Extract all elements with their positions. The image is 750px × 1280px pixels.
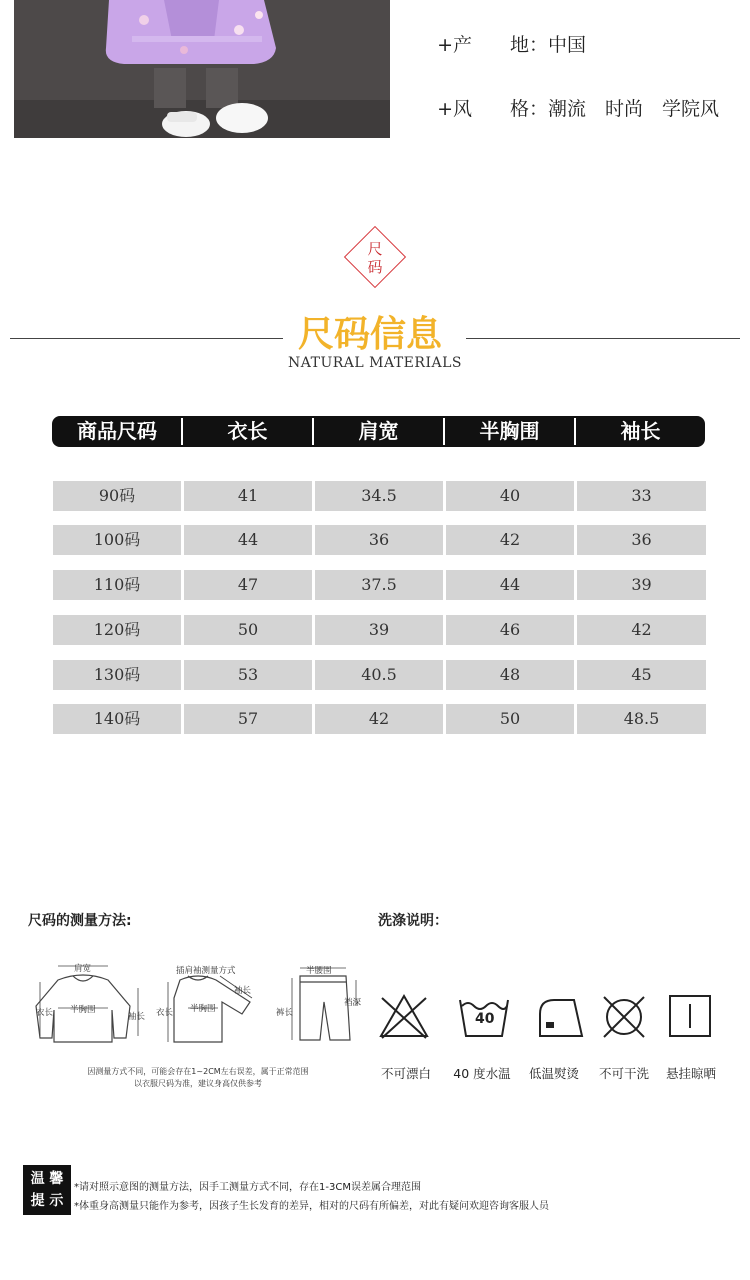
label-raglan: 插肩袖测量方式 xyxy=(176,966,236,976)
header-length: 衣长 xyxy=(227,419,268,443)
cell-size: 130码 xyxy=(53,660,181,690)
cell-sleeve: 36 xyxy=(577,525,706,555)
wash-title: 洗涤说明： xyxy=(378,913,448,929)
cell-length: 57 xyxy=(184,704,312,734)
label-chest: 半胸围 xyxy=(70,1005,96,1015)
cell-shoulder: 42 xyxy=(315,704,443,734)
cell-chest: 40 xyxy=(446,481,574,511)
size-badge-bottom: 码 xyxy=(367,258,383,276)
attribute-origin xyxy=(425,8,586,57)
header-size: 商品尺码 xyxy=(77,419,157,443)
cell-sleeve: 33 xyxy=(577,481,706,511)
cell-length: 44 xyxy=(184,525,312,555)
cell-chest: 46 xyxy=(446,615,574,645)
cell-chest: 42 xyxy=(446,525,574,555)
cell-sleeve: 45 xyxy=(577,660,706,690)
tip-line-2: *体重身高测量只能作为参考，因孩子生长发育的差异，相对的尺码有所偏差，对此有疑问欢迎咨询客服人员 xyxy=(74,1201,549,1212)
divider-left xyxy=(10,338,283,339)
wash-label-hang-dry: 悬挂晾晒 xyxy=(665,1066,716,1081)
cell-sleeve: 39 xyxy=(577,570,706,600)
wash-icons xyxy=(378,992,718,1042)
attribute-style-label: +风 格： xyxy=(437,98,549,120)
cell-chest: 48 xyxy=(446,660,574,690)
cell-shoulder: 34.5 xyxy=(315,481,443,511)
tips-badge-line1: 温 馨 xyxy=(30,1171,64,1187)
measure-diagram xyxy=(28,958,368,1058)
cell-size: 110码 xyxy=(53,570,181,600)
product-photo xyxy=(14,0,390,138)
measure-note-2: 以衣服尺码为准，建议身高仅供参考 xyxy=(134,1079,262,1088)
size-table-header xyxy=(52,416,705,447)
cell-size: 140码 xyxy=(53,704,181,734)
cell-length: 47 xyxy=(184,570,312,600)
label-pants-length: 裤长 xyxy=(276,1008,294,1018)
cell-size: 90码 xyxy=(53,481,181,511)
cell-size: 100码 xyxy=(53,525,181,555)
divider-right xyxy=(466,338,740,339)
attribute-style xyxy=(425,72,719,121)
label-waist: 半腰围 xyxy=(306,966,332,976)
tips-badge xyxy=(23,1165,71,1215)
attribute-origin-value: 中国 xyxy=(548,34,587,56)
wash-label-no-bleach: 不可漂白 xyxy=(380,1066,431,1081)
cell-shoulder: 37.5 xyxy=(315,570,443,600)
label-sleeve-raglan: 袖长 xyxy=(234,986,252,996)
wash-label-low-iron: 低温熨烫 xyxy=(528,1066,579,1081)
measure-title: 尺码的测量方法: xyxy=(28,913,132,929)
cell-chest: 50 xyxy=(446,704,574,734)
size-badge-top: 尺 xyxy=(367,240,383,258)
label-length: 衣长 xyxy=(36,1008,54,1018)
cell-sleeve: 48.5 xyxy=(577,704,706,734)
label-crotch: 裆深 xyxy=(344,998,362,1008)
section-subtitle: NATURAL MATERIALS xyxy=(288,355,462,371)
cell-chest: 44 xyxy=(446,570,574,600)
cell-shoulder: 36 xyxy=(315,525,443,555)
section-title: 尺码信息 xyxy=(297,314,442,355)
wash-label-water-temp: 40 度水温 xyxy=(453,1066,511,1081)
attribute-origin-label: +产 地： xyxy=(437,34,549,56)
label-chest-raglan: 半胸围 xyxy=(190,1004,216,1014)
attribute-style-value: 潮流 时尚 学院风 xyxy=(548,98,720,120)
tips-badge-line2: 提 示 xyxy=(30,1193,64,1209)
cell-sleeve: 42 xyxy=(577,615,706,645)
header-sleeve: 袖长 xyxy=(620,419,661,443)
wash-temp: 40 xyxy=(475,1011,495,1027)
cell-length: 50 xyxy=(184,615,312,645)
label-shoulder: 肩宽 xyxy=(74,964,92,974)
header-shoulder: 肩宽 xyxy=(358,419,399,443)
cell-length: 41 xyxy=(184,481,312,511)
label-sleeve: 袖长 xyxy=(128,1012,146,1022)
tip-line-1: *请对照示意图的测量方法，因手工测量方式不同，存在1-3CM误差属合理范围 xyxy=(74,1182,421,1193)
cell-shoulder: 40.5 xyxy=(315,660,443,690)
label-length-raglan: 衣长 xyxy=(156,1008,174,1018)
measure-note-1: 因测量方式不同，可能会存在1~2CM左右误差，属于正常范围 xyxy=(87,1067,309,1076)
size-badge xyxy=(355,240,395,276)
wash-label-no-dry-clean: 不可干洗 xyxy=(598,1066,649,1081)
cell-size: 120码 xyxy=(53,615,181,645)
cell-length: 53 xyxy=(184,660,312,690)
header-chest: 半胸围 xyxy=(479,419,540,443)
cell-shoulder: 39 xyxy=(315,615,443,645)
